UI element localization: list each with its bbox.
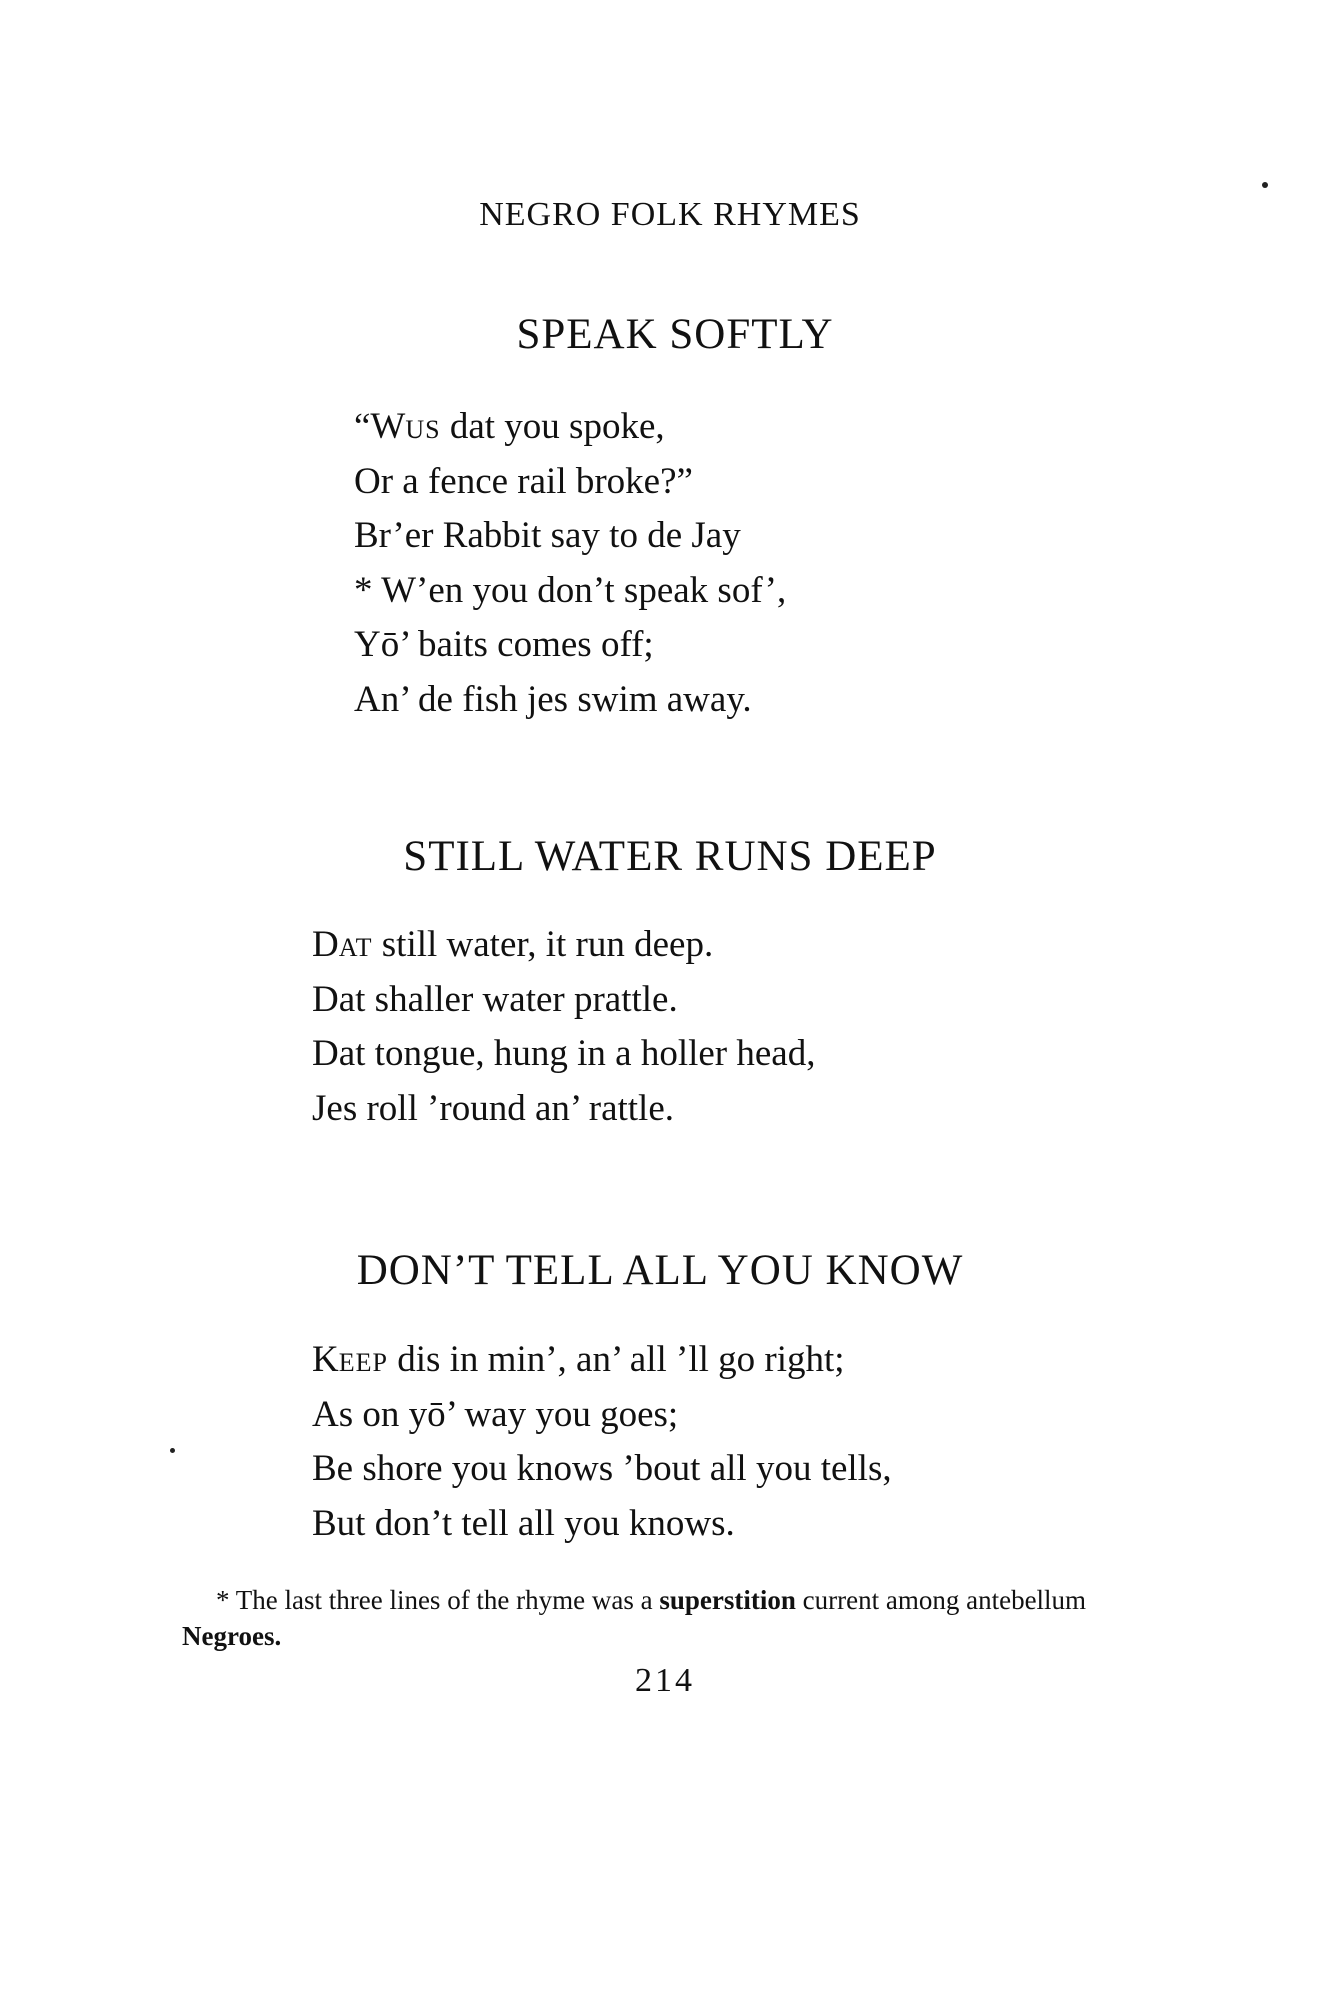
poem-line: But don’t tell all you knows. [312,1502,735,1544]
scan-speck [1262,182,1268,188]
poem-line: Or a fence rail broke?” [354,460,693,502]
page-number: 214 [635,1662,695,1699]
poem-line: Dat tongue, hung in a holler head, [312,1033,816,1074]
poem-line: Keep dis in min’, an’ all ’ll go right; [312,1339,845,1380]
poem-line: Dat shaller water prattle. [312,978,678,1020]
poem-line: * W’en you don’t speak sof’, [354,569,787,611]
poem-stanza-speak-softly [354,400,786,727]
poem-title-speak-softly: SPEAK SOFTLY [516,311,834,358]
poem-line: Be shore you knows ’bout all you tells, [312,1448,892,1489]
poem-line: An’ de fish jes swim away. [354,678,752,720]
poem-line: As on yō’ way you goes; [312,1393,679,1435]
poem-line: Yō’ baits comes off; [354,624,654,665]
poem-line: Dat still water, it run deep. [312,924,714,965]
poem-title-still-water-runs-deep: STILL WATER RUNS DEEP [403,833,937,880]
scan-speck [170,1448,175,1453]
footnote: * The last three lines of the rhyme was a superstition current among antebellum Negroes. [182,1585,1087,1651]
poem-stanza-dont-tell-all-you-know [312,1333,892,1551]
poem-line: “Wus dat you spoke, [354,406,665,447]
poem-line: Br’er Rabbit say to de Jay [354,515,741,556]
poem-title-dont-tell-all-you-know: DON’T TELL ALL YOU KNOW [356,1247,964,1294]
poem-line: Jes roll ’round an’ rattle. [312,1087,674,1129]
poem-stanza-still-water-runs-deep [312,918,815,1136]
running-head: NEGRO FOLK RHYMES [479,196,861,233]
